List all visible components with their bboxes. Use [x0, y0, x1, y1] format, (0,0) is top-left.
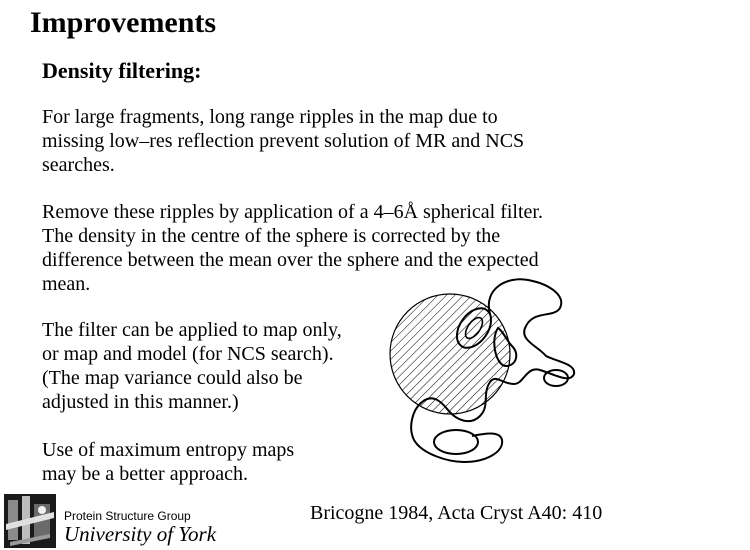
paragraph-max-entropy — [42, 438, 294, 486]
paragraph-line: adjusted in this manner.) — [42, 391, 239, 413]
filter-sphere — [390, 294, 510, 414]
paragraph-line: mean. — [42, 273, 91, 295]
paragraph-line: may be a better approach. — [42, 463, 249, 485]
paragraph-line: Remove these ripples by application of a 4–6Å spherical filter. — [42, 201, 543, 223]
paragraph-ripples — [42, 105, 524, 177]
paragraph-line: missing low–res reflection prevent solution of MR and NCS — [42, 130, 525, 152]
university-name: University of York — [64, 522, 217, 546]
citation: Bricogne 1984, Acta Cryst A40: 410 — [310, 502, 603, 524]
paragraph-line: searches. — [42, 154, 115, 176]
paragraph-line: or map and model (for NCS search). — [42, 343, 334, 365]
group-label: Protein Structure Group — [64, 509, 191, 523]
paragraph-line: (The map variance could also be — [42, 367, 303, 389]
slide-subtitle: Density filtering: — [42, 58, 202, 83]
paragraph-map-model — [42, 318, 342, 414]
paragraph-line: The filter can be applied to map only, — [42, 319, 342, 341]
university-logo-icon — [4, 494, 56, 548]
density-sphere-diagram — [378, 270, 578, 480]
slide-title: Improvements — [30, 6, 217, 39]
paragraph-line: difference between the mean over the sphere and the expected — [42, 249, 539, 271]
paragraph-line: For large fragments, long range ripples in the map due to — [42, 106, 498, 128]
paragraph-line: The density in the centre of the sphere is corrected by the — [42, 225, 501, 247]
paragraph-line: Use of maximum entropy maps — [42, 439, 295, 461]
density-contour-bottom — [434, 430, 478, 454]
